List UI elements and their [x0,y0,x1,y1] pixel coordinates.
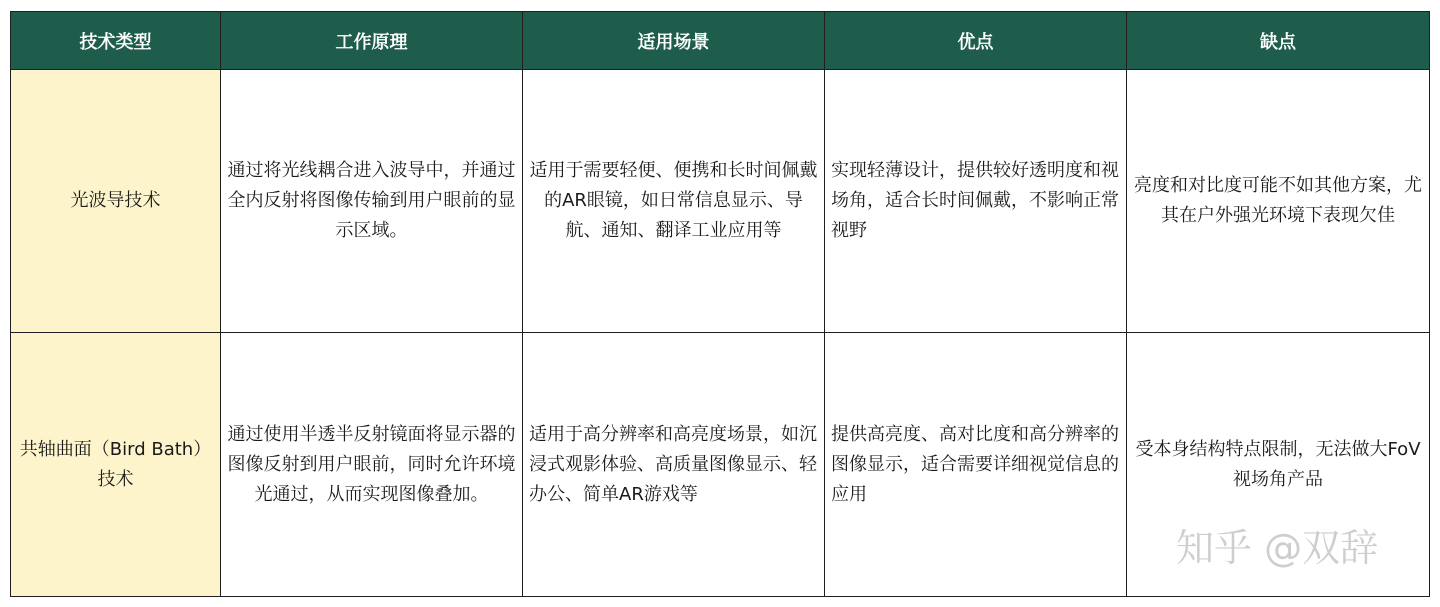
cell-pros: 实现轻薄设计，提供较好透明度和视场角，适合长时间佩戴，不影响正常视野 [825,70,1127,333]
cell-pros: 提供高亮度、高对比度和高分辨率的图像显示，适合需要详细视觉信息的应用 [825,333,1127,597]
cell-scenario: 适用于高分辨率和高亮度场景，如沉浸式观影体验、高质量图像显示、轻办公、简单AR游戏等 [523,333,825,597]
cell-cons: 亮度和对比度可能不如其他方案，尤其在户外强光环境下表现欠佳 [1127,70,1430,333]
table-row [11,70,1430,333]
cell-tech-type: 共轴曲面（Bird Bath）技术 [11,333,221,597]
comparison-table [10,11,1430,597]
cell-principle: 通过使用半透半反射镜面将显示器的图像反射到用户眼前，同时允许环境光通过，从而实现图像叠加。 [221,333,523,597]
cell-tech-type: 光波导技术 [11,70,221,333]
header-tech-type: 技术类型 [11,12,221,70]
table-header-row [11,12,1430,70]
header-scenario: 适用场景 [523,12,825,70]
table-row [11,333,1430,597]
cell-cons: 受本身结构特点限制，无法做大FoV视场角产品 [1127,333,1430,597]
watermark: 知乎 @双辞 [1176,526,1379,570]
header-cons: 缺点 [1127,12,1430,70]
header-pros: 优点 [825,12,1127,70]
cell-principle: 通过将光线耦合进入波导中，并通过全内反射将图像传输到用户眼前的显示区域。 [221,70,523,333]
header-principle: 工作原理 [221,12,523,70]
cell-scenario: 适用于需要轻便、便携和长时间佩戴的AR眼镜，如日常信息显示、导航、通知、翻译工业应用等 [523,70,825,333]
